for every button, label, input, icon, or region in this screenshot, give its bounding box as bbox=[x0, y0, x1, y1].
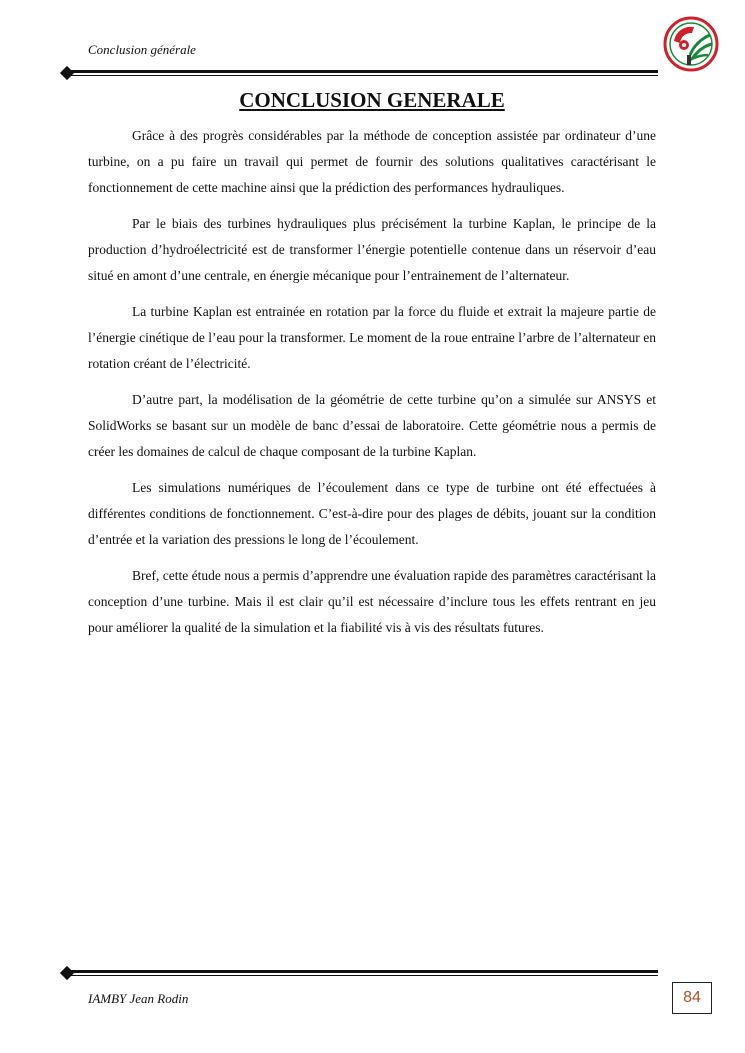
header-rule-thick-line bbox=[70, 70, 658, 73]
page-title: CONCLUSION GENERALE bbox=[239, 88, 505, 112]
footer-author: IAMBY Jean Rodin bbox=[88, 991, 189, 1006]
footer-rule-diamond bbox=[60, 966, 74, 980]
footer-rule-thin-line bbox=[70, 975, 658, 976]
paragraph-3: La turbine Kaplan est entrainée en rotation par la force du fluide et extrait la majeure partie de l’énergie cinétique de l’eau pour la transformer. Le moment de la roue entraine l’arbre de l’alternateur en rotation créant de l’électricité. bbox=[88, 304, 656, 371]
footer-rule-thick-line bbox=[70, 970, 658, 973]
paragraph-6: Bref, cette étude nous a permis d’apprendre une évaluation rapide des paramètres caractérisant la conception d’une turbine. Mais il est clair qu’il est nécessaire d’inclure tous les effets rentrant en jeu pour améliorer la qualité de la simulation et la fiabilité vis à vis des résultats futures. bbox=[88, 568, 657, 635]
page-number: 84 bbox=[672, 982, 712, 1014]
body-text bbox=[88, 123, 656, 651]
header-rule-thin-line bbox=[70, 75, 658, 76]
header-rule bbox=[60, 66, 658, 82]
paragraph-5: Les simulations numériques de l’écoulement dans ce type de turbine ont été effectuées à différentes conditions de fonctionnement. C’est-à-dire pour des plages de débits, jouant sur la condition d’entrée et la variation des pressions le long de l’écoulement. bbox=[88, 480, 656, 547]
paragraph-4: D’autre part, la modélisation de la géométrie de cette turbine qu’on a simulée sur ANSYS et SolidWorks se basant sur un modèle de banc d’essai de laboratoire. Cette géométrie nous a permis de créer les domaines de calcul de chaque composant de la turbine Kaplan. bbox=[88, 392, 656, 459]
paragraph-1: Grâce à des progrès considérables par la méthode de conception assistée par ordinateur d’une turbine, on a pu faire un travail qui permet de fournir des solutions qualitatives caractérisant le fonctionnement de cette machine ainsi que la prédiction des performances hydrauliques. bbox=[88, 128, 656, 195]
header-rule-diamond bbox=[60, 66, 74, 80]
paragraph-2: Par le biais des turbines hydrauliques plus précisément la turbine Kaplan, le principe de la production d’hydroélectricité est de transformer l’énergie potentielle contenue dans un réservoir d’eau situé en amont d’une centrale, en énergie mécanique pour l’entrainement de l’alternateur. bbox=[88, 216, 656, 283]
university-logo-icon bbox=[660, 15, 722, 73]
running-header-title: Conclusion générale bbox=[88, 42, 196, 57]
footer-rule bbox=[60, 966, 658, 982]
